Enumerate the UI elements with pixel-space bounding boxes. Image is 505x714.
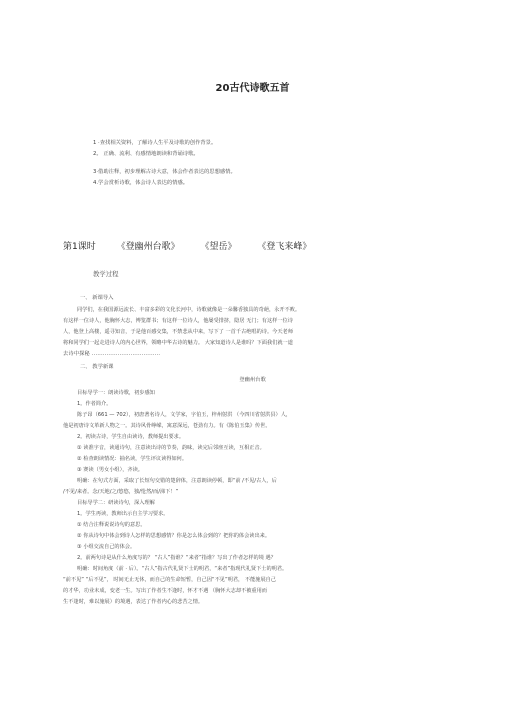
- body-line: 他是初唐诗文革新人物之一。其诗风骨峥嵘，寓意深远，苍劲有力。有《陈伯玉集》传世。: [63, 423, 271, 429]
- body-line: 陈子昂（661 — 702），初唐著名诗人，文学家，字伯玉，梓州射洪 （今四川省射洪县）人，: [77, 412, 292, 418]
- body-line: 目标导学一：朗读诗歌，初步感知: [77, 390, 155, 396]
- learning-goal-4: 4.学会赏析诗歌，体会诗人表达的情感。: [93, 180, 189, 186]
- intro-paragraph-line: 同学们，在我国源远流长、丰富多彩的文化长河中，诗歌就像是一朵馨香独具的奇葩，永开不败。: [77, 307, 301, 313]
- body-line: ③ 赛读（男女小组），齐读。: [77, 467, 143, 473]
- section-new-lesson-intro: 一、 新课导入: [80, 295, 114, 301]
- intro-paragraph-line: 人，他登上高楼，遥寻知音，于是他百感交集，不禁悲从中来，写下了 一首千古绝唱的诗。今天老师: [63, 329, 293, 335]
- section-teaching-new-lesson: 二、 教学新课: [80, 364, 114, 370]
- body-line: 2。初读古诗，学生自由读诗，教师提出要求。: [77, 434, 185, 440]
- body-line: ① 读准字音，读通诗句，注意读出诗的节奏，韵味，读完后邻座互读，互相正音。: [77, 445, 265, 451]
- learning-goal-3: 3·借助注释，初步理解古诗大意，体会作者表达的思想感情。: [93, 169, 236, 175]
- body-line: 生不逢时，难以施展）的境遇，表达了作者内心的悲苦之情。: [63, 599, 204, 605]
- poem-heading: 登幽州台歌: [239, 377, 266, 383]
- body-line: 1。学生再读，教师出示自主学习要求。: [77, 511, 169, 517]
- intro-paragraph-line: 有这样一位诗人，他胸怀大志，博览群书；有这样一位诗人，他屡受排挤，隐居 无门；有这样一位诗: [63, 318, 293, 324]
- body-line: 目标导学二：研读诗句，深入理解: [77, 500, 155, 506]
- body-line: ② 检查朗读情况：抽名读，学生评议读得如何。: [77, 456, 188, 462]
- poem-title-2: 《望岳》: [200, 242, 237, 252]
- body-line: ② 你从诗句中体会到诗人怎样的思想感情？你是怎么体会到的？把你的体会读出来。: [77, 533, 271, 539]
- body-line: ① 结合注释说说诗句的意思。: [77, 522, 146, 528]
- document-title: 20古代诗歌五首: [215, 83, 290, 94]
- body-line: 的才华，功业未成，变老一生。写出了作者生不逢时，怀才不遇 （胸怀大志却不被重用而: [63, 588, 267, 594]
- learning-goal-2: 2。 正确、流利、有感情地朗读和背诵诗歌。: [93, 151, 199, 157]
- learning-goal-1: 1 ·查找相关资料，了解诗人生平及诗歌的创作背景。: [93, 140, 217, 146]
- intro-paragraph-line: 去诗中探秘 .....................................: [63, 351, 161, 357]
- body-line: “前不见” “后不见”， 时间无止无休，而自己的生命短暂，自己因“不见”明君， 不能施展自己: [63, 577, 277, 583]
- body-line: ③ 小组交流自己的体会。: [77, 544, 136, 550]
- lesson-heading: [63, 239, 311, 252]
- body-line: 2。前两句诗是从什么角度写的？ “古人”指谁？“来者”指谁？写出了作者怎样的境 遇？: [77, 555, 276, 561]
- body-line: 明确：时间角度（前 · 后）。“古人”指古代礼贤下士的明君，“来者”指现代礼贤下士的明君。: [77, 566, 288, 572]
- body-line: /不见/来者。念/天地/之/悠悠，独/怆然/而/涕下！”: [63, 489, 179, 495]
- poem-title-3: 《登飞来峰》: [257, 242, 312, 252]
- lesson-label: 第1课时: [63, 242, 96, 252]
- teaching-process-heading: 教学过程: [93, 270, 119, 278]
- body-line: 明确：在句式方面，采取了长短句交错的楚辞体，注意朗读停顿，即“前 /不见/古人，后: [77, 478, 277, 484]
- poem-title-1: 《登幽州台歌》: [116, 242, 180, 252]
- body-line: 1。作者简介。: [77, 401, 112, 407]
- intro-paragraph-line: 将和同学们一起走进诗人的内心世界，领略中华古诗的魅力。 大家知道诗人是谁吗？下面我们就一道: [63, 340, 293, 346]
